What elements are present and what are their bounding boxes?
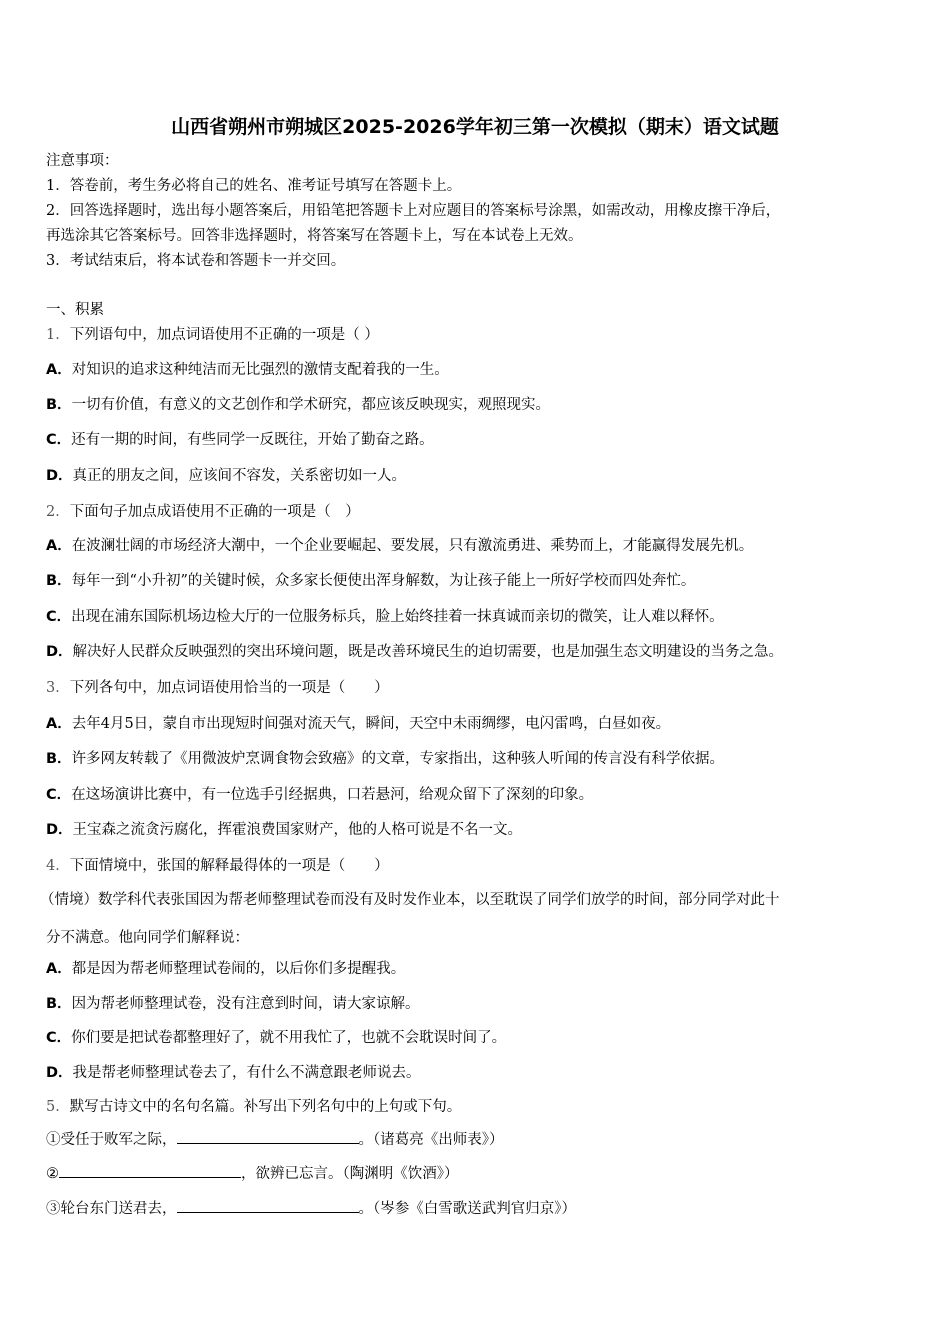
option-b bbox=[46, 570, 916, 592]
option-text: 在波澜壮阔的市场经济大潮中，一个企业要崛起、要发展，只有激流勇进、乘势而上，才能赢得发展先机。 bbox=[71, 538, 754, 554]
option-text: 每年一到“小升初”的关键时候，众多家长便使出浑身解数，为让孩子能上一所好学校而四处奔忙。 bbox=[71, 573, 696, 589]
item-suffix: 。（岑参《白雪歌送武判官归京》） bbox=[358, 1201, 576, 1217]
option-text: 王宝森之流贪污腐化，挥霍浪费国家财产，他的人格可说是不名一文。 bbox=[72, 822, 523, 838]
notice-item: 1．答卷前，考生务必将自己的姓名、准考证号填写在答题卡上。 bbox=[46, 178, 462, 194]
option-key: B． bbox=[46, 573, 72, 589]
context-text: （情境）数学科代表张国因为帮老师整理试卷而没有及时发作业本，以至耽误了同学们放学的时间，部分同学对此十 bbox=[40, 892, 780, 908]
option-key: D． bbox=[46, 822, 73, 838]
answer-blank[interactable] bbox=[177, 1198, 359, 1213]
option-text: 出现在浦东国际机场边检大厅的一位服务标兵，脸上始终挂着一抹真诚而亲切的微笑，让人难以释怀。 bbox=[71, 609, 724, 625]
option-key: B． bbox=[46, 751, 72, 767]
option-text: 解决好人民群众反映强烈的突出环境问题，既是改善环境民生的迫切需要，也是加强生态文明建设的当务之急。 bbox=[72, 644, 784, 660]
option-key: D． bbox=[46, 468, 73, 484]
answer-blank[interactable] bbox=[177, 1129, 359, 1144]
option-key: A． bbox=[46, 716, 72, 732]
option-key: B． bbox=[46, 397, 72, 413]
option-c bbox=[46, 429, 916, 451]
option-a bbox=[46, 535, 916, 557]
option-a bbox=[46, 713, 916, 735]
option-key: B． bbox=[46, 996, 72, 1012]
option-text: 我是帮老师整理试卷去了，有什么不满意跟老师说去。 bbox=[72, 1065, 421, 1081]
option-key: C． bbox=[46, 432, 72, 448]
option-d bbox=[46, 819, 916, 841]
notice-item: 再选涂其它答案标号。回答非选择题时，将答案写在答题卡上，写在本试卷上无效。 bbox=[46, 228, 583, 244]
option-d bbox=[46, 1062, 916, 1084]
section-heading: 一、积累 bbox=[46, 302, 104, 318]
option-text: 真正的朋友之间，应该间不容发，关系密切如一人。 bbox=[72, 468, 407, 484]
notice-item: 3．考试结束后，将本试卷和答题卡一并交回。 bbox=[46, 253, 346, 269]
question-number: 5． bbox=[46, 1099, 70, 1115]
item-prefix: ② bbox=[46, 1166, 59, 1182]
option-key: D． bbox=[46, 1065, 73, 1081]
question-number: 2． bbox=[46, 504, 70, 520]
option-text: 还有一期的时间，有些同学一反既往，开始了勤奋之路。 bbox=[71, 432, 434, 448]
question-text: 下面句子加点成语使用不正确的一项是（ ） bbox=[69, 504, 360, 520]
option-c bbox=[46, 1027, 916, 1049]
question-text: 下列语句中，加点词语使用不正确的一项是（ ） bbox=[69, 327, 379, 343]
option-b bbox=[46, 993, 916, 1015]
option-c bbox=[46, 784, 916, 806]
question-text: 默写古诗文中的名句名篇。补写出下列名句中的上句或下句。 bbox=[69, 1099, 462, 1115]
option-key: C． bbox=[46, 1030, 72, 1046]
option-key: C． bbox=[46, 787, 72, 803]
fill-blank-item bbox=[46, 1129, 916, 1151]
question-number: 4． bbox=[46, 858, 70, 874]
context-text: 分不满意。他向同学们解释说： bbox=[46, 930, 249, 946]
option-text: 许多网友转载了《用微波炉烹调食物会致癌》的文章，专家指出，这种骇人听闻的传言没有科学依据。 bbox=[71, 751, 725, 767]
option-text: 去年4月5日，蒙自市出现短时间强对流天气，瞬间，天空中未雨绸缪，电闪雷鸣，白昼如夜。 bbox=[71, 716, 671, 732]
option-key: D． bbox=[46, 644, 73, 660]
option-d bbox=[46, 641, 916, 663]
item-suffix: 。（诸葛亮《出师表》） bbox=[358, 1132, 504, 1148]
option-key: C． bbox=[46, 609, 72, 625]
fill-blank-item bbox=[46, 1163, 916, 1185]
question-number: 1． bbox=[46, 327, 70, 343]
question-stem bbox=[46, 324, 916, 346]
option-c bbox=[46, 606, 916, 628]
option-text: 一切有价值，有意义的文艺创作和学术研究，都应该反映现实，观照现实。 bbox=[71, 397, 551, 413]
question-stem bbox=[46, 501, 916, 523]
option-text: 都是因为帮老师整理试卷闹的，以后你们多提醒我。 bbox=[71, 961, 406, 977]
option-key: A． bbox=[46, 961, 72, 977]
notice-heading: 注意事项： bbox=[46, 153, 119, 169]
answer-blank[interactable] bbox=[59, 1163, 241, 1178]
item-suffix: ，欲辨已忘言。（陶渊明《饮酒》） bbox=[241, 1166, 459, 1182]
option-key: A． bbox=[46, 362, 72, 378]
page-title: 山西省朔州市朔城区2025-2026学年初三第一次模拟（期末）语文试题 bbox=[171, 116, 779, 138]
option-text: 因为帮老师整理试卷，没有注意到时间，请大家谅解。 bbox=[71, 996, 420, 1012]
question-text: 下列各句中，加点词语使用恰当的一项是（ ） bbox=[69, 680, 389, 696]
fill-blank-item bbox=[46, 1198, 916, 1220]
question-stem bbox=[46, 677, 916, 699]
option-d bbox=[46, 465, 916, 487]
option-b bbox=[46, 748, 916, 770]
question-stem bbox=[46, 855, 916, 877]
option-a bbox=[46, 958, 916, 980]
question-text: 下面情境中，张国的解释最得体的一项是（ ） bbox=[69, 858, 389, 874]
option-text: 在这场演讲比赛中，有一位选手引经据典，口若悬河，给观众留下了深刻的印象。 bbox=[71, 787, 594, 803]
option-text: 你们要是把试卷都整理好了，就不用我忙了，也就不会耽误时间了。 bbox=[71, 1030, 507, 1046]
option-a bbox=[46, 359, 916, 381]
item-prefix: ③轮台东门送君去， bbox=[46, 1201, 177, 1217]
notice-item: 2．回答选择题时，选出每小题答案后，用铅笔把答题卡上对应题目的答案标号涂黑，如需改动，用橡皮擦干净后， bbox=[46, 203, 781, 219]
question-number: 3． bbox=[46, 680, 70, 696]
option-text: 对知识的追求这种纯洁而无比强烈的激情支配着我的一生。 bbox=[71, 362, 449, 378]
question-stem bbox=[46, 1096, 916, 1118]
option-b bbox=[46, 394, 916, 416]
option-key: A． bbox=[46, 538, 72, 554]
item-prefix: ①受任于败军之际， bbox=[46, 1132, 177, 1148]
